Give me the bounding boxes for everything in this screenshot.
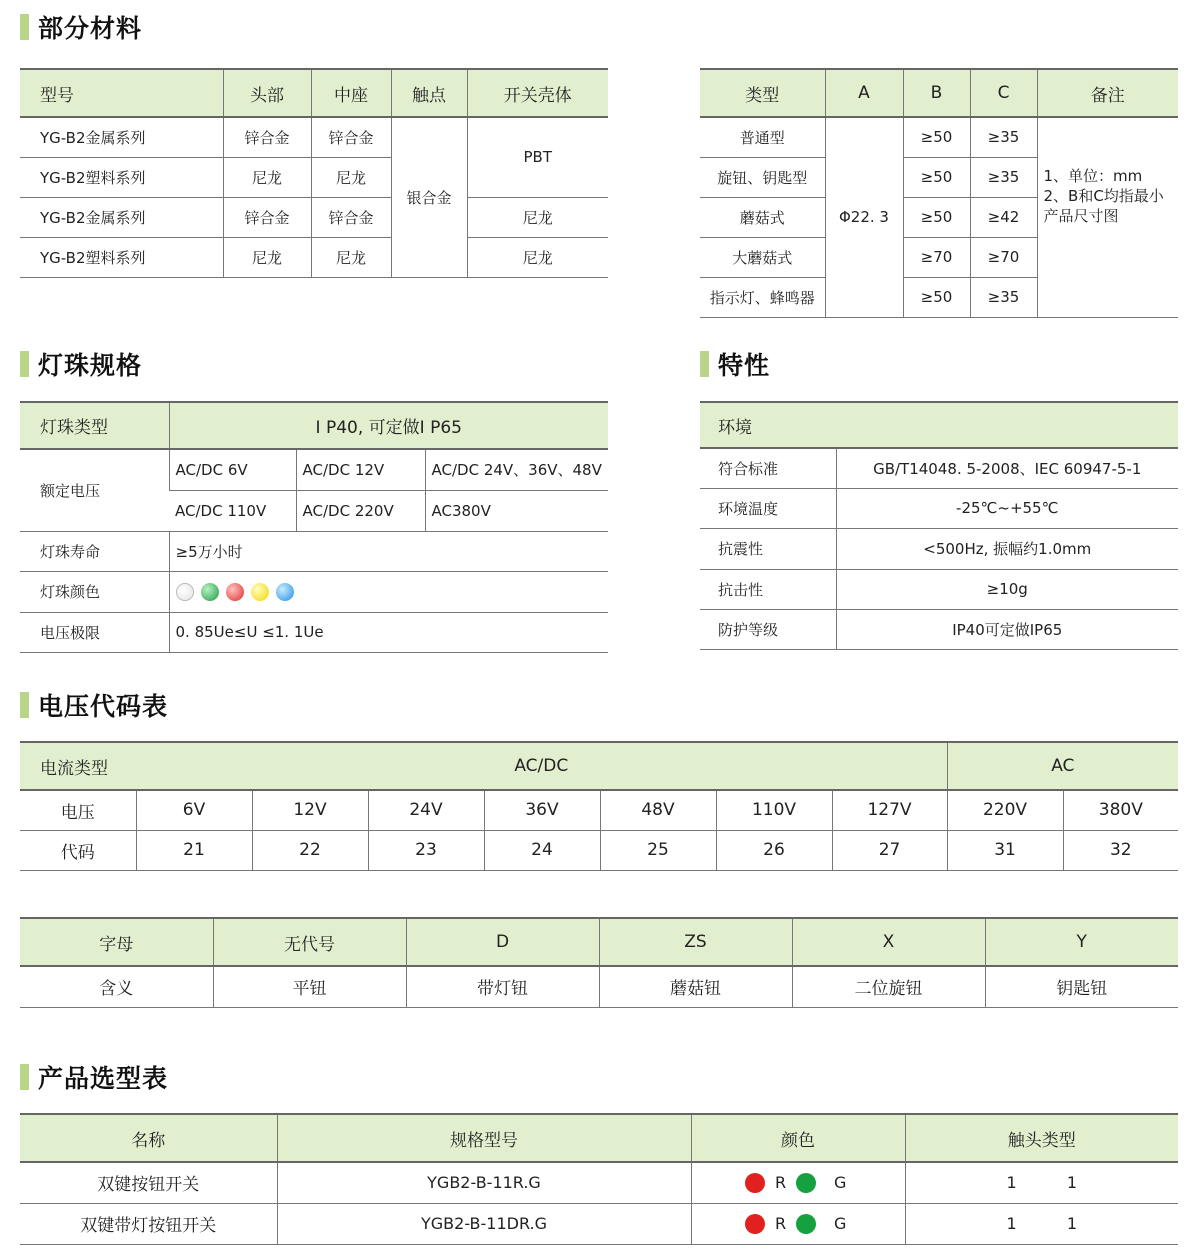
- label-cell: 防护等级: [700, 609, 836, 649]
- meaning-cell: 平钮: [213, 966, 406, 1007]
- features-table: [700, 401, 1178, 650]
- name-cell: 双键带灯按钮开关: [20, 1203, 277, 1244]
- base-cell: 尼龙: [311, 237, 391, 277]
- section-title-text: 特性: [718, 351, 771, 380]
- code-cell: 32: [1063, 830, 1178, 870]
- meaning-cell: 二位旋钮: [792, 966, 985, 1007]
- shell-cell: PBT: [467, 117, 608, 197]
- type-cell: 旋钮、钥匙型: [700, 157, 825, 197]
- voltage-cell: 36V: [484, 790, 600, 830]
- b-cell: ≥50: [903, 157, 970, 197]
- value-cell: <500Hz, 振幅约1.0mm: [836, 528, 1178, 569]
- note-line: 2、B和C均指最小: [1043, 187, 1164, 205]
- header-cell: 头部: [223, 69, 311, 117]
- head-cell: 锌合金: [223, 117, 311, 157]
- table-header-row: [20, 918, 1178, 966]
- section-bar: [20, 14, 29, 40]
- voltage-cell: AC/DC 6V: [169, 449, 296, 490]
- value-cell: -25℃~+55℃: [836, 488, 1178, 528]
- voltage-cell: 12V: [252, 790, 368, 830]
- voltage-cell: AC380V: [425, 490, 608, 531]
- header-cell: 备注: [1037, 69, 1178, 117]
- c-cell: ≥42: [970, 197, 1037, 237]
- model-cell: YGB2-B-11R.G: [277, 1162, 691, 1203]
- meaning-cell: 钥匙钮: [985, 966, 1178, 1007]
- code-cell: 31: [947, 830, 1063, 870]
- contact-no: 1: [1006, 1173, 1017, 1193]
- table-row: [700, 448, 1178, 488]
- header-cell: 类型: [700, 69, 825, 117]
- table-header-row: [20, 69, 608, 117]
- voltage-cell: AC/DC 220V: [296, 490, 425, 531]
- table-row: [20, 790, 1178, 830]
- yellow-dot-icon: [251, 583, 269, 601]
- header-cell: 灯珠类型: [20, 402, 169, 449]
- section-title-bulb-spec: [20, 347, 142, 381]
- contact-no: 1: [1006, 1214, 1017, 1233]
- base-cell: 锌合金: [311, 117, 391, 157]
- type-cell: 大蘑菇式: [700, 237, 825, 277]
- head-cell: 尼龙: [223, 237, 311, 277]
- red-dot-icon: [745, 1173, 765, 1193]
- header-cell: 触头类型: [905, 1114, 1178, 1162]
- section-title-text: 灯珠规格: [38, 351, 143, 380]
- section-bar: [20, 1064, 29, 1090]
- header-cell: Y: [985, 918, 1178, 966]
- section-title-text: 部分材料: [38, 14, 143, 43]
- name-cell: 双键按钮开关: [20, 1162, 277, 1203]
- table-header-row: [700, 402, 1178, 448]
- contact-type-cell: [905, 1203, 1178, 1244]
- meaning-cell: 蘑菇钮: [599, 966, 792, 1007]
- green-dot-icon: [796, 1173, 816, 1193]
- header-cell: 型号: [20, 69, 223, 117]
- green-dot-icon: [201, 583, 219, 601]
- meaning-cell: 带灯钮: [406, 966, 599, 1007]
- value-cell: ≥10g: [836, 569, 1178, 609]
- table-row: [700, 528, 1178, 569]
- head-cell: 尼龙: [223, 157, 311, 197]
- label-cell: 电压极限: [20, 612, 169, 652]
- header-cell: 电流类型: [20, 742, 136, 790]
- header-cell: 触点: [391, 69, 467, 117]
- header-cell: 环境: [700, 402, 1178, 448]
- c-cell: ≥35: [970, 157, 1037, 197]
- table-row: [20, 612, 608, 652]
- voltage-cell: 380V: [1063, 790, 1178, 830]
- voltage-cell: 220V: [947, 790, 1063, 830]
- header-cell: 中座: [311, 69, 391, 117]
- voltage-cell: AC/DC 12V: [296, 449, 425, 490]
- c-cell: ≥70: [970, 237, 1037, 277]
- color-cell: [691, 1162, 905, 1203]
- header-cell: A: [825, 69, 903, 117]
- section-title-materials: [20, 10, 142, 44]
- contact-nc: 1: [1066, 1214, 1078, 1233]
- section-title-features: [700, 347, 770, 381]
- label-cell: 灯珠颜色: [20, 571, 169, 612]
- code-cell: 23: [368, 830, 484, 870]
- value-cell: ≥5万小时: [169, 531, 608, 571]
- table-row: [20, 966, 1178, 1007]
- table-row: [20, 197, 608, 237]
- b-cell: ≥70: [903, 237, 970, 277]
- table-row: [20, 571, 608, 612]
- header-cell: ZS: [599, 918, 792, 966]
- header-cell: 颜色: [691, 1114, 905, 1162]
- note-line: 1、单位：mm: [1043, 167, 1143, 185]
- green-dot-icon: [796, 1214, 816, 1234]
- label-cell: 抗击性: [700, 569, 836, 609]
- model-cell: YG-B2塑料系列: [20, 237, 223, 277]
- header-cell: 开关壳体: [467, 69, 608, 117]
- section-title-text: 电压代码表: [38, 692, 169, 721]
- header-cell: 字母: [20, 918, 213, 966]
- shell-cell: 尼龙: [467, 197, 608, 237]
- b-cell: ≥50: [903, 197, 970, 237]
- bulb-spec-table: [20, 401, 608, 653]
- code-cell: 25: [600, 830, 716, 870]
- section-title-text: 产品选型表: [38, 1064, 169, 1093]
- header-cell: X: [792, 918, 985, 966]
- table-row: [20, 117, 608, 157]
- header-cell: I P40, 可定做I P65: [169, 402, 608, 449]
- voltage-cell: AC/DC 24V、36V、48V: [425, 449, 608, 490]
- label-cell: 电压: [20, 790, 136, 830]
- table-header-row: [700, 69, 1178, 117]
- table-row: [20, 237, 608, 277]
- label-cell: 代码: [20, 830, 136, 870]
- table-row: [700, 569, 1178, 609]
- table-header-row: [20, 1114, 1178, 1162]
- contact-nc: 1: [1066, 1173, 1078, 1193]
- label-cell: 灯珠寿命: [20, 531, 169, 571]
- voltage-cell: 24V: [368, 790, 484, 830]
- header-cell: 规格型号: [277, 1114, 691, 1162]
- shell-cell: 尼龙: [467, 237, 608, 277]
- header-cell: C: [970, 69, 1037, 117]
- color-code: G: [833, 1214, 847, 1233]
- code-cell: 21: [136, 830, 252, 870]
- voltage-cell: 6V: [136, 790, 252, 830]
- b-cell: ≥50: [903, 277, 970, 317]
- a-value-cell: Φ22. 3: [825, 117, 903, 317]
- value-cell: GB/T14048. 5-2008、IEC 60947-5-1: [836, 448, 1178, 488]
- letter-table: [20, 917, 1178, 1008]
- red-dot-icon: [745, 1214, 765, 1234]
- table-header-row: [20, 742, 1178, 790]
- table-header-row: [20, 402, 608, 449]
- voltage-cell: AC/DC 110V: [169, 490, 296, 531]
- type-cell: 指示灯、蜂鸣器: [700, 277, 825, 317]
- color-cell: [691, 1203, 905, 1244]
- model-cell: YG-B2金属系列: [20, 197, 223, 237]
- type-cell: 普通型: [700, 117, 825, 157]
- contact-cell: 银合金: [391, 117, 467, 277]
- code-cell: 22: [252, 830, 368, 870]
- value-cell: IP40可定做IP65: [836, 609, 1178, 649]
- header-cell: 无代号: [213, 918, 406, 966]
- value-cell: 0. 85Ue≤U ≤1. 1Ue: [169, 612, 608, 652]
- table-row: [700, 117, 1178, 157]
- label-cell: 额定电压: [20, 449, 169, 531]
- section-bar: [20, 692, 29, 718]
- voltage-code-table: [20, 741, 1178, 871]
- meaning-cell: 含义: [20, 966, 213, 1007]
- materials-table: [20, 68, 608, 278]
- colors-cell: [169, 571, 608, 612]
- table-row: [20, 1162, 1178, 1203]
- color-code: R: [775, 1214, 787, 1233]
- table-row: [20, 1203, 1178, 1244]
- contact-type-cell: [905, 1162, 1178, 1203]
- table-row: [700, 488, 1178, 528]
- b-cell: ≥50: [903, 117, 970, 157]
- color-code: G: [833, 1173, 847, 1193]
- code-cell: 26: [716, 830, 832, 870]
- section-title-voltage-code: [20, 688, 168, 722]
- table-row: [20, 449, 608, 490]
- c-cell: ≥35: [970, 277, 1037, 317]
- header-cell: AC/DC: [136, 742, 947, 790]
- note-cell: [1037, 117, 1178, 317]
- table-row: [700, 609, 1178, 649]
- selection-table: [20, 1113, 1178, 1245]
- model-cell: YG-B2金属系列: [20, 117, 223, 157]
- voltage-cell: 110V: [716, 790, 832, 830]
- base-cell: 锌合金: [311, 197, 391, 237]
- header-cell: D: [406, 918, 599, 966]
- label-cell: 抗震性: [700, 528, 836, 569]
- head-cell: 锌合金: [223, 197, 311, 237]
- label-cell: 符合标准: [700, 448, 836, 488]
- model-cell: YG-B2塑料系列: [20, 157, 223, 197]
- voltage-cell: 127V: [832, 790, 947, 830]
- dimension-table: [700, 68, 1178, 318]
- section-bar: [20, 351, 29, 377]
- table-row: [20, 531, 608, 571]
- c-cell: ≥35: [970, 117, 1037, 157]
- code-cell: 27: [832, 830, 947, 870]
- color-code: R: [775, 1173, 787, 1193]
- table-row: [20, 830, 1178, 870]
- header-cell: 名称: [20, 1114, 277, 1162]
- blue-dot-icon: [276, 583, 294, 601]
- model-cell: YGB2-B-11DR.G: [277, 1203, 691, 1244]
- section-title-selection: [20, 1060, 168, 1094]
- section-bar: [700, 351, 709, 377]
- type-cell: 蘑菇式: [700, 197, 825, 237]
- note-line: 产品尺寸图: [1043, 207, 1119, 225]
- header-cell: AC: [947, 742, 1178, 790]
- red-dot-icon: [226, 583, 244, 601]
- label-cell: 环境温度: [700, 488, 836, 528]
- voltage-cell: 48V: [600, 790, 716, 830]
- base-cell: 尼龙: [311, 157, 391, 197]
- code-cell: 24: [484, 830, 600, 870]
- header-cell: B: [903, 69, 970, 117]
- white-dot-icon: [176, 583, 194, 601]
